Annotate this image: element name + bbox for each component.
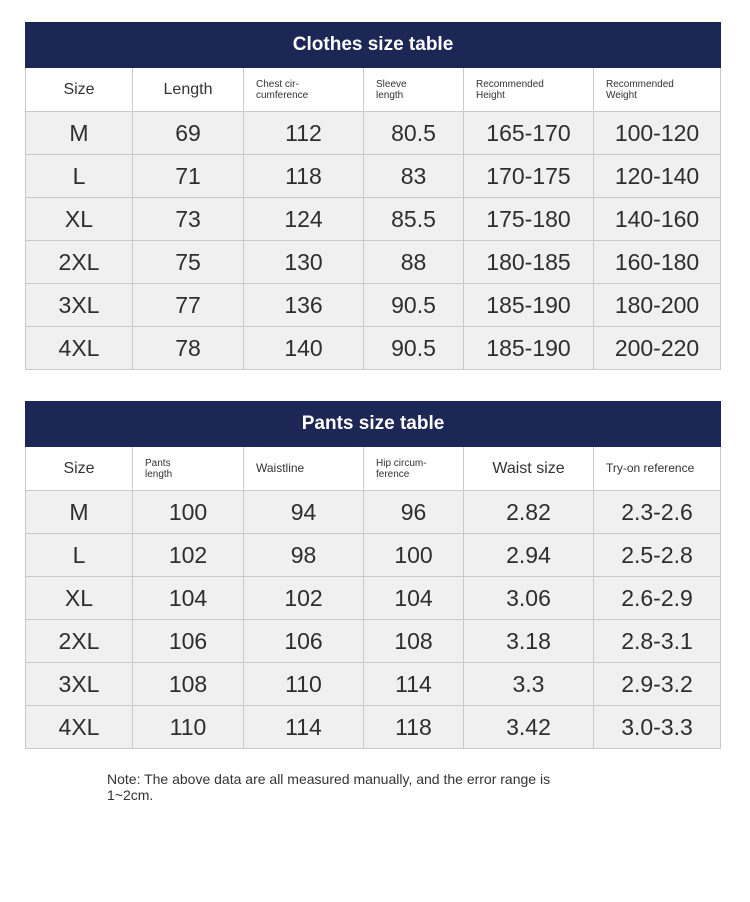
header-chest-circumference: Chest cir- cumference <box>244 68 364 112</box>
value-cell: 102 <box>244 577 364 620</box>
value-cell: 69 <box>133 112 244 155</box>
header-try-on-reference: Try-on reference <box>594 447 721 491</box>
value-cell: 2.5-2.8 <box>594 534 721 577</box>
size-cell: L <box>26 155 133 198</box>
table-row <box>26 620 721 663</box>
value-cell: 136 <box>244 284 364 327</box>
size-cell: 3XL <box>26 663 133 706</box>
header-sleeve-length: Sleeve length <box>364 68 464 112</box>
header-pants-length: Pants length <box>133 447 244 491</box>
table-row <box>26 155 721 198</box>
value-cell: 108 <box>133 663 244 706</box>
value-cell: 2.82 <box>464 491 594 534</box>
header-hip-circumference: Hip circum- ference <box>364 447 464 491</box>
value-cell: 2.6-2.9 <box>594 577 721 620</box>
value-cell: 2.9-3.2 <box>594 663 721 706</box>
value-cell: 114 <box>244 706 364 749</box>
value-cell: 170-175 <box>464 155 594 198</box>
value-cell: 96 <box>364 491 464 534</box>
value-cell: 118 <box>364 706 464 749</box>
value-cell: 124 <box>244 198 364 241</box>
value-cell: 2.8-3.1 <box>594 620 721 663</box>
size-cell: 2XL <box>26 620 133 663</box>
value-cell: 83 <box>364 155 464 198</box>
table-row <box>26 577 721 620</box>
value-cell: 200-220 <box>594 327 721 370</box>
header-waistline: Waistline <box>244 447 364 491</box>
value-cell: 3.42 <box>464 706 594 749</box>
value-cell: 3.3 <box>464 663 594 706</box>
size-cell: XL <box>26 577 133 620</box>
value-cell: 2.94 <box>464 534 594 577</box>
value-cell: 78 <box>133 327 244 370</box>
size-cell: L <box>26 534 133 577</box>
value-cell: 3.06 <box>464 577 594 620</box>
header-recommended-height: Recommended Height <box>464 68 594 112</box>
table-row <box>26 198 721 241</box>
size-cell: 2XL <box>26 241 133 284</box>
value-cell: 110 <box>133 706 244 749</box>
table-row <box>26 663 721 706</box>
value-cell: 118 <box>244 155 364 198</box>
value-cell: 104 <box>364 577 464 620</box>
table-row <box>26 327 721 370</box>
value-cell: 120-140 <box>594 155 721 198</box>
value-cell: 102 <box>133 534 244 577</box>
header-length: Length <box>133 68 244 112</box>
value-cell: 104 <box>133 577 244 620</box>
table-row <box>26 491 721 534</box>
size-cell: 3XL <box>26 284 133 327</box>
pants-table-title: Pants size table <box>26 402 721 447</box>
value-cell: 2.3-2.6 <box>594 491 721 534</box>
value-cell: 160-180 <box>594 241 721 284</box>
value-cell: 114 <box>364 663 464 706</box>
header-size: Size <box>26 68 133 112</box>
value-cell: 106 <box>133 620 244 663</box>
pants-header-row <box>26 447 721 491</box>
value-cell: 112 <box>244 112 364 155</box>
clothes-header-row <box>26 68 721 112</box>
table-row <box>26 706 721 749</box>
table-row <box>26 284 721 327</box>
value-cell: 98 <box>244 534 364 577</box>
value-cell: 100 <box>364 534 464 577</box>
value-cell: 185-190 <box>464 284 594 327</box>
value-cell: 185-190 <box>464 327 594 370</box>
value-cell: 106 <box>244 620 364 663</box>
value-cell: 71 <box>133 155 244 198</box>
size-cell: XL <box>26 198 133 241</box>
table-row <box>26 112 721 155</box>
measurement-note: Note: The above data are all measured manually, and the error range is 1~2cm. <box>107 771 551 803</box>
size-cell: M <box>26 491 133 534</box>
value-cell: 80.5 <box>364 112 464 155</box>
value-cell: 77 <box>133 284 244 327</box>
value-cell: 3.0-3.3 <box>594 706 721 749</box>
size-cell: M <box>26 112 133 155</box>
clothes-size-table <box>25 22 721 370</box>
value-cell: 85.5 <box>364 198 464 241</box>
value-cell: 180-185 <box>464 241 594 284</box>
value-cell: 180-200 <box>594 284 721 327</box>
value-cell: 100 <box>133 491 244 534</box>
value-cell: 90.5 <box>364 327 464 370</box>
value-cell: 175-180 <box>464 198 594 241</box>
value-cell: 140-160 <box>594 198 721 241</box>
value-cell: 88 <box>364 241 464 284</box>
pants-size-table <box>25 401 721 749</box>
table-row <box>26 241 721 284</box>
value-cell: 110 <box>244 663 364 706</box>
value-cell: 73 <box>133 198 244 241</box>
value-cell: 94 <box>244 491 364 534</box>
value-cell: 130 <box>244 241 364 284</box>
value-cell: 75 <box>133 241 244 284</box>
header-waist-size: Waist size <box>464 447 594 491</box>
value-cell: 3.18 <box>464 620 594 663</box>
size-cell: 4XL <box>26 706 133 749</box>
value-cell: 90.5 <box>364 284 464 327</box>
value-cell: 108 <box>364 620 464 663</box>
value-cell: 165-170 <box>464 112 594 155</box>
header-size: Size <box>26 447 133 491</box>
clothes-table-title: Clothes size table <box>26 23 721 68</box>
size-cell: 4XL <box>26 327 133 370</box>
header-recommended-weight: Recommended Weight <box>594 68 721 112</box>
value-cell: 140 <box>244 327 364 370</box>
value-cell: 100-120 <box>594 112 721 155</box>
table-row <box>26 534 721 577</box>
